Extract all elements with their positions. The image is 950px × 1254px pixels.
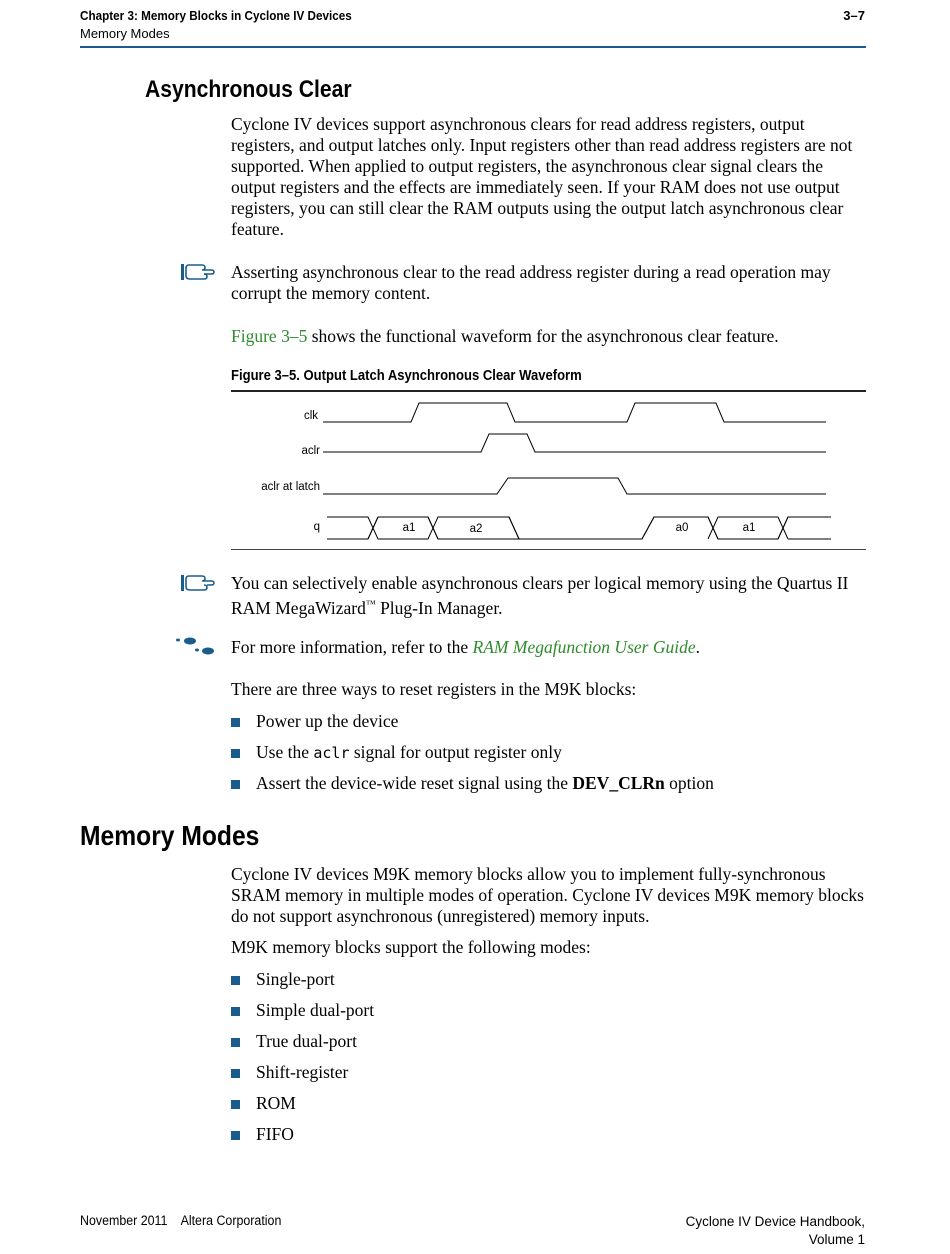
list-item: Assert the device-wide reset signal using the DEV_CLRn option bbox=[231, 773, 867, 804]
footprints-info-icon bbox=[175, 637, 215, 655]
list-item bbox=[231, 969, 867, 1000]
figure-bottom-rule bbox=[231, 549, 866, 550]
bullet-square-icon bbox=[231, 718, 240, 727]
trademark-symbol: ™ bbox=[365, 599, 376, 610]
list-item bbox=[231, 1000, 867, 1031]
bullet-square-icon bbox=[231, 749, 240, 758]
modes-intro: M9K memory blocks support the following modes: bbox=[231, 937, 591, 957]
q-value-label: a2 bbox=[469, 523, 483, 535]
header-rule bbox=[80, 46, 866, 48]
bullet-square-icon bbox=[231, 1007, 240, 1016]
bullet-square-icon bbox=[231, 976, 240, 985]
heading-memory-modes: Memory Modes bbox=[80, 820, 260, 851]
aclr-trace bbox=[323, 434, 826, 452]
bullet-square-icon bbox=[231, 1069, 240, 1078]
info-text: For more information, refer to the bbox=[231, 637, 473, 657]
page-number: 3–7 bbox=[843, 8, 865, 23]
output-latch-waveform bbox=[231, 392, 866, 548]
pointing-hand-note-icon bbox=[180, 262, 216, 282]
signal-label-aclr: aclr bbox=[301, 445, 320, 457]
ram-megafunction-user-guide-link[interactable]: RAM Megafunction User Guide bbox=[472, 637, 696, 657]
figure-3-5-link[interactable]: Figure 3–5 bbox=[231, 326, 308, 346]
section-title: Memory Modes bbox=[80, 26, 170, 41]
async-clear-paragraph: Cyclone IV devices support asynchronous clears for read address registers, output registers, and output latches only. Input registers other than read address registers are not supported. When applied to output registers, the asynchronous clear signal clears the output registers and the effects are immediately seen. If your RAM does not use output registers, you can still clear the RAM outputs using the output latch asynchronous clear feature. bbox=[231, 114, 853, 239]
footer-date-company: November 2011 Altera Corporation bbox=[80, 1213, 282, 1228]
bullet-square-icon bbox=[231, 1038, 240, 1047]
list-item bbox=[231, 1124, 867, 1155]
mode-label: FIFO bbox=[256, 1124, 294, 1144]
info-text-end: . bbox=[695, 637, 700, 657]
running-header bbox=[80, 8, 382, 41]
signal-label-clk: clk bbox=[303, 410, 318, 422]
figure-reference-text: shows the functional waveform for the asynchronous clear feature. bbox=[307, 326, 779, 346]
bullet-square-icon bbox=[231, 780, 240, 789]
clk-trace bbox=[323, 403, 826, 422]
dev-clrn-option: DEV_CLRn bbox=[572, 773, 665, 793]
mode-label: ROM bbox=[256, 1093, 296, 1113]
q-value-label: a1 bbox=[402, 522, 416, 534]
signal-label-aclr-at-latch: aclr at latch bbox=[261, 481, 320, 493]
bullet-square-icon bbox=[231, 1100, 240, 1109]
memory-modes-list bbox=[231, 969, 867, 1155]
list-item bbox=[231, 1093, 867, 1124]
q-value-label: a0 bbox=[675, 522, 689, 534]
list-item bbox=[231, 1062, 867, 1093]
note-read-address-corruption: Asserting asynchronous clear to the read address register during a read operation may corrupt the memory content. bbox=[231, 262, 831, 303]
signal-label-q: q bbox=[313, 521, 320, 533]
pointing-hand-note-icon bbox=[180, 573, 216, 593]
footer-handbook-title: Cyclone IV Device Handbook, bbox=[685, 1214, 865, 1229]
bullet-square-icon bbox=[231, 1131, 240, 1140]
mode-label: Simple dual-port bbox=[256, 1000, 375, 1020]
note-megawizard bbox=[231, 573, 867, 619]
list-item: Use the aclr signal for output register only bbox=[231, 742, 867, 773]
memory-modes-paragraph: Cyclone IV devices M9K memory blocks allow you to implement fully-synchronous SRAM memory in multiple modes of operation. Cyclone IV devices M9K memory blocks do not support asynchronous (unregistered) memory inputs. bbox=[231, 864, 864, 926]
list-item: Power up the device bbox=[231, 711, 867, 742]
note-megawizard-text: You can selectively enable asynchronous clears per logical memory using the Quartus II RAM MegaWizard bbox=[231, 573, 849, 618]
figure-reference-paragraph bbox=[231, 326, 867, 347]
figure-caption: Figure 3–5. Output Latch Asynchronous Clear Waveform bbox=[231, 368, 582, 384]
q-value-label: a1 bbox=[742, 522, 756, 534]
note-megawizard-text-end: Plug-In Manager. bbox=[375, 597, 503, 618]
mode-label: Shift-register bbox=[256, 1062, 349, 1082]
footer-handbook bbox=[686, 1213, 865, 1249]
aclr-at-latch-trace bbox=[323, 478, 826, 494]
aclr-code: aclr bbox=[313, 744, 350, 762]
footer-volume: Volume 1 bbox=[808, 1232, 865, 1247]
list-item bbox=[231, 1031, 867, 1062]
chapter-title: Chapter 3: Memory Blocks in Cyclone IV Devices bbox=[80, 8, 352, 23]
heading-asynchronous-clear: Asynchronous Clear bbox=[145, 76, 352, 103]
reset-ways-list bbox=[231, 711, 867, 804]
reset-ways-intro: There are three ways to reset registers in the M9K blocks: bbox=[231, 679, 637, 699]
mode-label: True dual-port bbox=[256, 1031, 357, 1051]
info-reference-paragraph bbox=[231, 637, 867, 658]
mode-label: Single-port bbox=[256, 969, 335, 989]
